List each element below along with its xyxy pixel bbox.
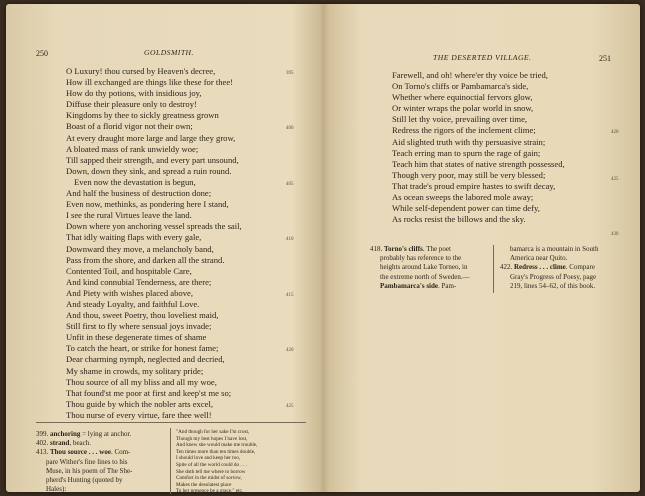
verse-line: Thou source of all my bliss and all my woe,	[66, 376, 217, 387]
footnote-continuation: heights around Lake Torneo, in	[380, 263, 468, 272]
footnote-text: . Com-	[110, 448, 131, 457]
footnote-term: anchoring	[50, 430, 81, 438]
book-spread	[6, 4, 640, 495]
footnote-text: . Pam-	[438, 281, 457, 290]
quote-line: Ten times more than ten times double,	[176, 448, 256, 455]
line-number: 420	[286, 348, 294, 353]
right-page-number: 251	[599, 54, 611, 63]
footnote-continuation: pherd's Hunting (quoted by	[46, 476, 123, 485]
line-number: 405	[286, 182, 294, 187]
verse-line: Diffuse their pleasure only to destroy!	[66, 99, 197, 110]
verse-line: Teach him that states of native strength possessed,	[392, 158, 565, 169]
footnote	[36, 430, 132, 439]
footnote	[370, 245, 470, 254]
verse-line: A bloated mass of rank unwieldy woe;	[66, 143, 199, 154]
footnote-number: 399.	[36, 430, 49, 438]
verse-line: Unfit in these degenerate times of shame	[66, 332, 207, 343]
verse-line: Dear charming nymph, neglected and decried,	[66, 354, 225, 365]
column-divider	[170, 428, 171, 494]
verse-line: Downward they move, a melancholy band,	[66, 243, 214, 254]
left-page	[6, 4, 320, 495]
verse-line: And thou, sweet Poetry, thou loveliest maid,	[66, 310, 219, 321]
column-divider	[493, 245, 494, 293]
verse-line: I see the rural Virtues leave the land.	[66, 210, 192, 221]
footnote-term: Pambamarca's side	[380, 281, 439, 290]
footnote-continuation: Gray's Progress of Poesy, page	[510, 272, 597, 281]
verse-line: That found'st me poor at first and keep'st me so;	[66, 387, 232, 398]
quote-line: She doth tell me where to borrow	[176, 468, 246, 475]
verse-line: And Piety with wishes placed above,	[66, 287, 193, 298]
verse-line: Kingdoms by thee to sickly greatness grown	[66, 110, 219, 121]
quote-line: Makes the desolatest place	[176, 481, 232, 488]
quote-line: "And though for her sake I'm crost,	[176, 429, 250, 435]
right-footnotes-left	[370, 245, 470, 291]
footnote-term: Redress . . . clime	[514, 263, 566, 272]
verse-line: While self-dependent power can time defy,	[392, 203, 540, 214]
verse-line: To catch the heart, or strike for honest fame;	[66, 343, 219, 354]
verse-line: Teach erring man to spurn the rage of gain;	[392, 147, 541, 158]
verse-line: And half the business of destruction done;	[66, 188, 212, 199]
verse-line: Still first to fly where sensual joys invade;	[66, 321, 212, 332]
footnote-continuation: probably has reference to the	[380, 254, 462, 263]
verse-line: Thou guide by which the nobler arts excel,	[66, 398, 214, 409]
right-verse	[392, 70, 565, 225]
footnote-number: 418.	[370, 245, 383, 253]
footnote	[36, 439, 132, 448]
quote-line: And knew she would make me trouble,	[176, 442, 258, 449]
verse-line: Down, down they sink, and spread a ruin round.	[66, 165, 232, 176]
quote-line: Spite of all the world could do . . .	[176, 461, 247, 468]
footnote-continuation: Muse, in his poem of The She-	[46, 466, 133, 475]
verse-line: Aid slighted truth with thy persuasive strain;	[392, 136, 546, 147]
line-number: 410	[286, 237, 294, 242]
footnote-quote	[176, 429, 257, 495]
verse-line: As ocean sweeps the labored mole away;	[392, 192, 534, 203]
quote-line: I should love and keep her too,	[176, 455, 241, 462]
verse-line: On Torno's cliffs or Pambamarca's side,	[392, 81, 529, 92]
verse-line: My shame in crowds, my solitary pride;	[66, 365, 204, 376]
footnote-term: Thou source . . . woe	[50, 448, 111, 457]
verse-line: Even now, methinks, as pondering here I stand,	[66, 199, 229, 210]
left-page-number: 250	[36, 49, 48, 58]
footnote	[36, 448, 132, 457]
verse-line: Even now the devastation is begun,	[74, 176, 196, 187]
line-number: 425	[611, 177, 619, 182]
footnote-text: = lying at anchor.	[80, 430, 132, 438]
verse-line: O Luxury! thou cursed by Heaven's decree,	[66, 66, 216, 76]
verse-line: Contented Toil, and hospitable Care,	[66, 265, 192, 276]
footnote-term: strand	[50, 439, 70, 448]
verse-line: Still let thy voice, prevailing over time,	[392, 114, 528, 125]
footnote-continuation: the extreme north of Sweden.—	[380, 272, 470, 281]
verse-line: And kind connubial Tenderness, are there;	[66, 276, 212, 287]
footnote-continuation: Hales):	[46, 485, 67, 494]
verse-line: Thou nurse of every virtue, fare thee well!	[66, 409, 212, 420]
line-number: 400	[286, 126, 294, 131]
quote-line: Though my best hopes I have lost,	[176, 435, 248, 442]
verse-line: At every draught more large and large they grow,	[66, 132, 236, 143]
line-number: 425	[286, 404, 294, 409]
verse-line: How ill exchanged are things like these for thee!	[66, 77, 234, 88]
footnote-text: . The poet	[422, 245, 451, 253]
right-running-head: THE DESERTED VILLAGE.	[433, 53, 532, 62]
verse-line: Boast of a florid vigor not their own;	[66, 121, 193, 132]
verse-line: Or winter wraps the polar world in snow,	[392, 103, 534, 114]
verse-line: Down where yon anchoring vessel spreads the sail,	[66, 221, 242, 232]
left-footnotes	[36, 430, 132, 494]
footnote-term: Torno's cliffs	[384, 245, 423, 253]
footnote-continuation: pare Wither's fine lines to his	[46, 457, 128, 466]
footnote-number: 422.	[500, 263, 513, 272]
footnote-text: . Compare	[565, 263, 595, 272]
footnote-rule	[36, 422, 306, 423]
footnote-text: , beach.	[69, 439, 92, 448]
footnote	[500, 263, 598, 272]
verse-line: As rocks resist the billows and the sky.	[392, 214, 526, 225]
quote-line: To her presence be a grace," etc.	[176, 488, 244, 495]
footnote-continuation: bamarca is a mountain in South	[510, 245, 599, 253]
quote-line: Comfort in the midst of sorrow,	[176, 475, 242, 482]
left-verse	[66, 66, 242, 421]
right-page	[326, 4, 640, 492]
verse-line: How do thy potions, with insidious joy,	[66, 88, 202, 99]
footnote-number: 413.	[36, 448, 49, 457]
verse-line: That idly waiting flaps with every gale,	[66, 232, 202, 243]
line-number: 420	[611, 130, 619, 135]
line-number: 395	[286, 71, 294, 76]
right-footnotes-right	[500, 245, 598, 291]
verse-line: Whether where equinoctial fervors glow,	[392, 92, 533, 103]
footnote	[370, 282, 470, 291]
footnote-number: 402.	[36, 439, 49, 448]
verse-line: That trade's proud empire hastes to swift decay,	[392, 180, 556, 191]
verse-line: Though very poor, may still be very blessed;	[392, 169, 546, 180]
verse-line: Redress the rigors of the inclement clime;	[392, 125, 536, 136]
footnote-continuation: America near Quito.	[510, 254, 568, 263]
line-number: 430	[611, 232, 619, 237]
left-running-head: GOLDSMITH.	[144, 48, 194, 57]
verse-line: Till sapped their strength, and every part unsound,	[66, 154, 239, 165]
verse-line: And steady Loyalty, and faithful Love.	[66, 298, 200, 309]
verse-line: Farewell, and oh! where'er thy voice be tried,	[392, 70, 548, 80]
footnote-continuation: 219, lines 54–62, of this book.	[510, 281, 596, 290]
verse-line: Pass from the shore, and darken all the strand.	[66, 254, 225, 265]
line-number: 415	[286, 293, 294, 298]
